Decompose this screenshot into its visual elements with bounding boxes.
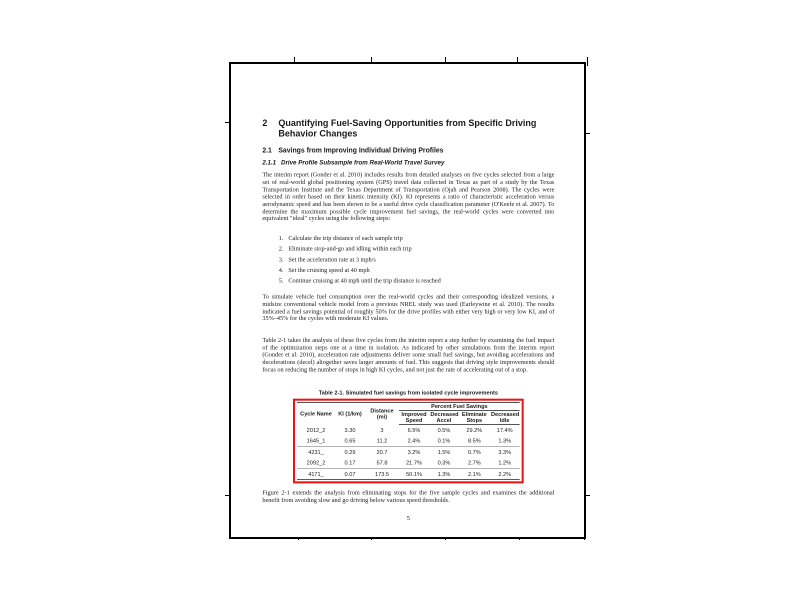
cell-ki: 0.07 [335,469,365,480]
cell-distance: 3 [380,426,384,434]
cell-decreased-idle: 2.2% [490,469,520,480]
report-page [229,62,586,539]
table-row [297,436,520,447]
cell-cycle: 1645_1 [297,436,335,447]
col-header-decreased-accel: Decreased Accel [430,410,459,424]
subsection-title: Savings from Improving Individual Driving Profiles [278,147,444,155]
page-content [231,118,586,591]
step-item: 1. Calculate the trip distance of each sample trip [285,236,554,243]
cell-decreased-idle: 1.3% [490,436,520,447]
cell-decreased-accel: 0.3% [429,458,459,469]
table-row [297,458,520,469]
table-caption: Table 2-1. Simulated fuel savings from isolated cycle improvements [318,389,498,396]
col-header-ki: KI (1/km) [335,403,365,425]
cell-distance: 11.2 [365,436,399,447]
cell-eliminate-stops: 2.7% [459,458,490,469]
cell-decreased-idle: 17.4% [496,426,513,434]
fuel-savings-table [297,402,520,480]
paragraph-table-discussion: Table 2-1 takes the analysis of these five cycles from the interim report a step further by examining the fuel impact of the optimization steps one at a time in isolation. As indicated by other simulations from the interim report (Gonder et al. 2010), acceleration rate adjustments deliver some small fuel savings, but avoiding accelerations and decelerations (decel) altogether saves larger amounts of fuel. This suggests that driving style improvements should focus on reducing the number of stops in high KI cycles, and not just the rate of accelerating out of a stop. [262,337,555,374]
col-header-eliminate-stops: Eliminate Stops [459,411,490,425]
cell-improved-speed: 3.2% [407,448,421,456]
cell-improved-speed: 6.5% [407,426,421,434]
cell-eliminate-stops: 2.1% [459,469,490,480]
table-row [297,469,520,480]
table-row [297,425,520,436]
col-header-cycle-name: Cycle Name [297,403,335,425]
table-highlight-annotation [293,399,524,484]
idealized-cycle-steps [262,236,554,286]
cell-distance: 173.5 [365,469,399,480]
table-row [297,447,520,458]
section-title: Quantifying Fuel-Saving Opportunities from Specific Driving Behavior Changes [278,118,537,139]
step-item: 4. Set the cruising speed at 40 mph [285,268,554,275]
col-header-decreased-idle: Decreased Idle [491,410,520,424]
cell-cycle: 4171_ [297,469,335,480]
cell-distance: 57.8 [365,458,399,469]
cell-distance: 20.7 [376,448,388,456]
step-item: 5. Continue cruising at 40 mph until the trip distance is reached [285,278,554,285]
cell-decreased-idle: 1.2% [490,458,520,469]
cell-ki: 0.29 [344,448,356,456]
cell-ki: 0.17 [335,458,365,469]
cell-ki: 3.30 [344,426,356,434]
subsubsection-number: 2.1.1 [262,159,277,167]
subsubsection-title: Drive Profile Subsample from Real-World Travel Survey [281,159,445,167]
section-heading [262,118,554,139]
subsection-heading-2-1-1 [262,159,554,166]
subsection-heading-2-1 [262,147,554,155]
cell-cycle: 2012_2 [306,426,326,434]
cell-decreased-idle: 3.3% [498,448,512,456]
cell-improved-speed: 2.4% [399,436,429,447]
cell-cycle: 2092_2 [297,458,335,469]
cell-improved-speed: 21.7% [399,458,429,469]
cell-eliminate-stops: 0.7% [467,448,481,456]
col-header-percent-fuel-savings: Percent Fuel Savings [399,403,520,411]
cell-ki: 0.65 [335,436,365,447]
paragraph-simulation-results: To simulate vehicle fuel consumption over the real-world cycles and their corresponding idealized versions, a midsize conventional vehicle model from a previous NREL study was used (Earleywine et al. 2010). The results indicated a fuel savings potential of roughly 50% for the drive profiles with either very high or very low KI, and of 35%–45% for the cycles with moderate KI values. [262,293,555,323]
page-number: 5 [406,515,410,523]
cell-decreased-accel: 0.5% [437,426,451,434]
cell-eliminate-stops: 8.5% [459,436,490,447]
paragraph-figure-reference: Figure 2-1 extends the analysis from eliminating stops for the five sample cycles and examines the additional benefit from avoiding slow and go driving below various speed thresholds. [262,490,555,505]
step-item: 2. Eliminate stop-and-go and idling within each trip [285,246,554,253]
step-item: 3. Set the acceleration rate at 3 mph/s [285,257,554,264]
cell-decreased-accel: 1.3% [429,469,459,480]
subsection-number: 2.1 [262,147,272,155]
cell-cycle: 4231_ [308,448,324,456]
cell-decreased-accel: 0.1% [429,436,459,447]
col-header-distance: Distance (mi) [365,403,399,425]
cell-eliminate-stops: 29.2% [466,426,483,434]
col-header-improved-speed: Improved Speed [399,411,429,425]
crop-mark-top-right [587,57,588,66]
paragraph-intro: The interim report (Gonder et al. 2010) includes results from detailed analyses on five cycles selected from a large set of real-world global positioning system (GPS) travel data collected in Texas as part of a study by the Texas Transportation Institute and the Texas Department of Transportation (Ojah and Pearson 2008). The cycles were selected in order based on their kinetic intensity (KI). KI represents a ratio of characteristic acceleration versus aerodynamic speed and has been shown to be a useful drive cycle classification parameter (O'Keefe et al. 2007). To determine the maximum possible cycle improvement fuel savings, the real-world cycles were converted into equivalent "ideal" cycles using the following steps: [262,172,555,223]
cell-decreased-accel: 1.5% [437,448,451,456]
section-number: 2 [262,118,268,129]
cell-improved-speed: 50.1% [399,469,429,480]
